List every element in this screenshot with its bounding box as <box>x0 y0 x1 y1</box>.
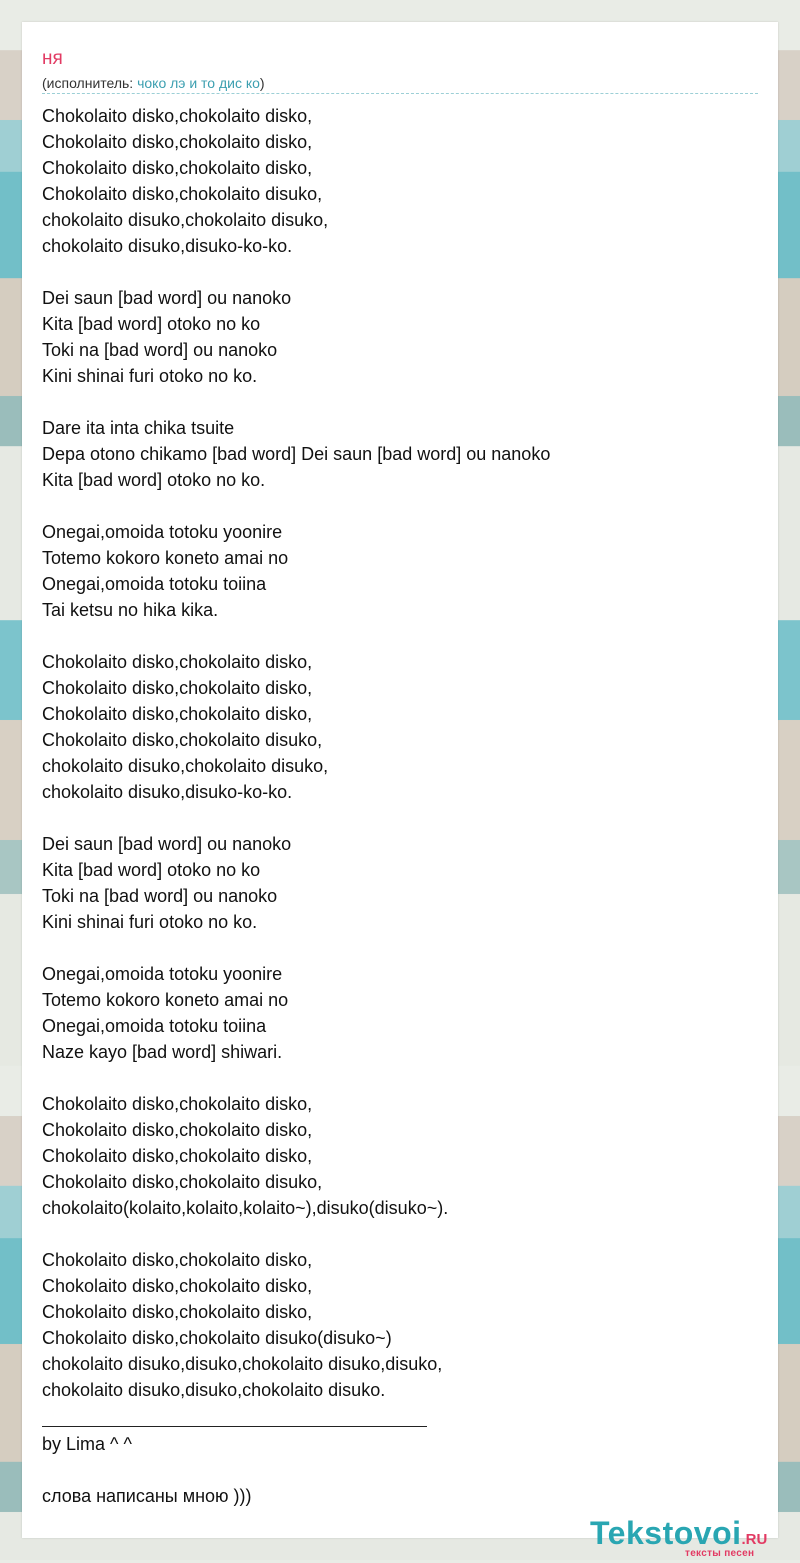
logo-subtitle: тексты песен <box>685 1548 755 1559</box>
divider-line <box>42 1426 427 1427</box>
logo-wordmark: Tekstovoi <box>590 1515 742 1551</box>
logo-tld: .RU <box>741 1531 768 1548</box>
site-logo[interactable] <box>590 1515 800 1563</box>
lyrics-text: Chokolaito disko,chokolaito disko, Chokolaito disko,chokolaito disko, Chokolaito disko,chokolaito disko, Chokolaito disko,chokolaito disuko, chokolaito disuko,chokolaito disuko, chokolaito disuko,disuko-ko-ko. Dei saun [bad word] ou nanoko Kita [bad word] otoko no ko Toki na [bad word] ou nanoko Kini shinai furi otoko no ko. Dare ita inta chika tsuite Depa otono chikamo [bad word] Dei saun [bad word] ou nanoko Kita [bad word] otoko no ko. Onegai,omoida totoku yoonire Totemo kokoro koneto amai no Onegai,omoida totoku toiina Tai ketsu no hika kika. Chokolaito disko,chokolaito disko, Chokolaito disko,chokolaito disko, Chokolaito disko,chokolaito disko, Chokolaito disko,chokolaito disuko, chokolaito disuko,chokolaito disuko, chokolaito disuko,disuko-ko-ko. Dei saun [bad word] ou nanoko Kita [bad word] otoko no ko Toki na [bad word] ou nanoko Kini shinai furi otoko no ko. Onegai,omoida totoku yoonire Totemo kokoro koneto amai no Onegai,omoida totoku toiina Naze kayo [bad word] shiwari. Chokolaito disko,chokolaito disko, Chokolaito disko,chokolaito disko, Chokolaito disko,chokolaito disko, Chokolaito disko,chokolaito disuko, chokolaito(kolaito,kolaito,kolaito~),disuko(disuko~). Chokolaito disko,chokolaito disko, Chokolaito disko,chokolaito disko, Chokolaito disko,chokolaito disko, Chokolaito disko,chokolaito disuko(disuko~) chokolaito disuko,disuko,chokolaito disuko,disuko, chokolaito disuko,disuko,chokolaito disuko. <box>42 106 551 1400</box>
credit-text: by Lima ^ ^ слова написаны мною ))) <box>42 1434 252 1506</box>
artist-prefix: (исполнитель: <box>42 75 138 91</box>
artist-suffix: ) <box>259 75 265 91</box>
artist-line <box>42 73 758 94</box>
song-title: ня <box>42 48 63 69</box>
lyrics-panel <box>22 22 778 1559</box>
artist-link[interactable]: чоко лэ и то дис ко <box>137 75 260 91</box>
